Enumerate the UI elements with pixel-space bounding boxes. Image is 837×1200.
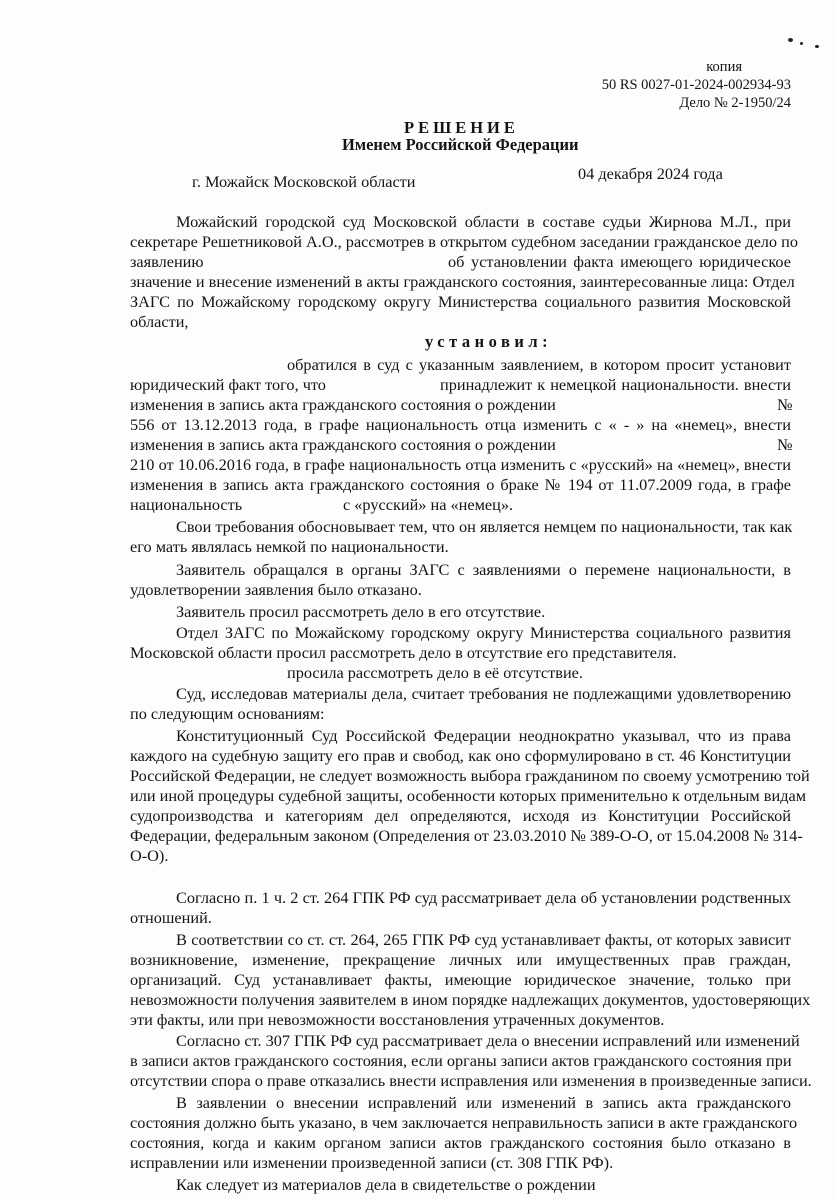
ustanovil-heading: установил: — [425, 332, 553, 351]
document-subtitle: Именем Российской Федерации — [342, 135, 579, 154]
intro-line: заявлению — [130, 252, 204, 271]
body-line: его мать являлась немкой по национальности. — [130, 537, 449, 556]
body-line: Заявитель обращался в органы ЗАГС с заявлениями о перемене национальности, в — [176, 560, 791, 579]
intro-line: Можайский городской суд Московской области в составе судьи Жирнова М.Л., при — [176, 212, 791, 231]
body-line: исправлении или изменении произведенной записи (ст. 308 ГПК РФ). — [130, 1153, 614, 1172]
body-line: Согласно п. 1 ч. 2 ст. 264 ГПК РФ суд рассматривает дела об установлении родственных — [176, 888, 791, 907]
body-line: Заявитель просил рассмотреть дело в его отсутствие. — [176, 602, 546, 621]
document-title: РЕШЕНИЕ — [404, 118, 519, 137]
intro-line: области, — [130, 312, 189, 331]
claim-line: принадлежит к немецкой национальности. внести — [440, 375, 791, 394]
body-line: Российской Федерации, не следует возможность выбора гражданином по своему усмотрению той — [130, 766, 810, 785]
claim-line: 210 от 10.06.2016 года, в графе национальность отца изменить с «русский» на «немец», внести — [130, 455, 791, 474]
case-uid: 50 RS 0027-01-2024-002934-93 — [601, 77, 791, 93]
case-number: Дело № 2-1950/24 — [679, 95, 791, 111]
claim-line: обратился в суд с указанным заявлением, в котором просит установит — [287, 355, 791, 374]
body-line: Свои требования обосновывает тем, что он является немцем по национальности, так как — [176, 517, 793, 536]
scan-speck — [800, 42, 803, 45]
body-line: Конституционный Суд Российской Федерации неоднократно указывал, что из права — [176, 726, 791, 745]
body-line: состояния, когда и каким органом записи актов гражданского состояния было отказано в — [130, 1133, 791, 1152]
place-of-decision: г. Можайск Московской области — [192, 172, 416, 191]
claim-line: национальность — [130, 495, 243, 514]
body-line: в записи актов гражданского состояния, если органы записи актов гражданского состояния при — [130, 1051, 792, 1070]
claim-line: изменения в запись акта гражданского состояния о рождении — [130, 435, 556, 454]
intro-line: секретаре Решетниковой А.О., рассмотрев в открытом судебном заседании гражданское дело по — [130, 232, 798, 251]
body-line: судопроизводства и категориям дел определяются, исходя из Конституции Российской — [130, 806, 791, 825]
body-line: Согласно ст. 307 ГПК РФ суд рассматривает дела о внесении исправлений или изменений — [176, 1031, 800, 1050]
body-line: Как следует из материалов дела в свидетельстве о рождении — [176, 1175, 596, 1194]
body-line: или иной процедуры судебной защиты, особенности которых применительно к отдельным видам — [130, 786, 807, 805]
intro-line: об установлении факта имеющего юридическое — [448, 252, 791, 271]
body-line: отношений. — [130, 908, 212, 927]
record-number-sign: № — [777, 395, 793, 414]
body-line: Отдел ЗАГС по Можайскому городскому округу Министерства социального развития — [176, 623, 791, 642]
body-line: О-О). — [130, 846, 169, 865]
body-line: Московской области просил рассмотреть дело в отсутствие его представителя. — [130, 643, 677, 662]
body-line: удовлетворении заявления было отказано. — [130, 580, 422, 599]
body-line: по следующим основаниям: — [130, 704, 325, 723]
body-line: возникновение, изменение, прекращение личных или имущественных прав граждан, — [130, 950, 791, 969]
body-line: Суд, исследовав материалы дела, считает требования не подлежащими удовлетворению — [176, 684, 791, 703]
scan-speck — [815, 45, 819, 48]
record-number-sign: № — [777, 435, 793, 454]
claim-line: изменения в запись акта гражданского состояния о браке № 194 от 11.07.2009 года, в графе — [130, 475, 791, 494]
body-line: В соответствии со ст. ст. 264, 265 ГПК РФ суд устанавливает факты, от которых зависит — [176, 930, 791, 949]
scan-speck — [788, 38, 793, 42]
claim-line: с «русский» на «немец». — [343, 495, 514, 514]
claim-line: юридический факт того, что — [130, 375, 326, 394]
body-line: В заявлении о внесении исправлений или изменений в запись акта гражданского — [176, 1093, 791, 1112]
claim-line: 556 от 13.12.2013 года, в графе национальность отца изменить с « - » на «немец», внести — [130, 415, 791, 434]
intro-line: ЗАГС по Можайскому городскому округу Министерства социального развития Московской — [130, 292, 791, 311]
body-line: отсутствии спора о праве отказались внести исправления или изменения в произведенные записи. — [130, 1071, 812, 1090]
intro-line: значение и внесение изменений в акты гражданского состояния, заинтересованные лица: Отдел — [130, 272, 795, 291]
body-line: состояния должно быть указано, в чем заключается неправильность записи в акте гражданского — [130, 1113, 798, 1132]
claim-line: изменения в запись акта гражданского состояния о рождении — [130, 395, 556, 414]
body-line: невозможности получения заявителем в ином порядке надлежащих документов, удостоверяющих — [130, 990, 811, 1009]
body-line: каждого на судебную защиту его прав и свобод, как оно сформулировано в ст. 46 Конституции — [130, 746, 791, 765]
body-line: организаций. Суд устанавливает факты, имеющие юридическое значение, только при — [130, 970, 791, 989]
body-line: эти факты, или при невозможности восстановления утраченных документов. — [130, 1010, 665, 1029]
body-line: просила рассмотреть дело в её отсутствие. — [287, 663, 583, 682]
date-of-decision: 04 декабря 2024 года — [578, 164, 723, 183]
copy-label: копия — [706, 59, 742, 75]
body-line: Федерации, федеральным законом (Определения от 23.03.2010 № 389-О-О, от 15.04.2008 № 314- — [130, 826, 803, 845]
